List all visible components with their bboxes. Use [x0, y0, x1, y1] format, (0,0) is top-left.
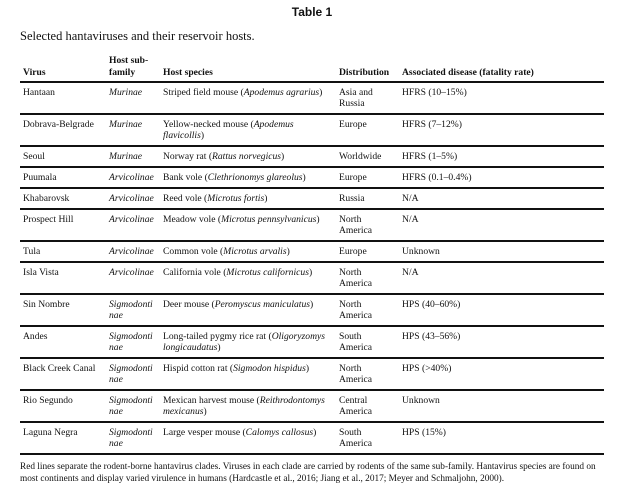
- cell-distribution: South America: [336, 422, 399, 454]
- host-latin-name: Calomys callosus: [245, 427, 314, 438]
- cell-distribution: North America: [336, 262, 399, 294]
- table-row: [20, 262, 604, 294]
- table-row: [20, 422, 604, 454]
- cell-virus: Sin Nombre: [20, 294, 106, 326]
- cell-virus: Laguna Negra: [20, 422, 106, 454]
- host-common-name: Deer mouse (: [163, 299, 215, 310]
- cell-host-species: [160, 326, 336, 358]
- cell-distribution: North America: [336, 294, 399, 326]
- cell-associated-disease: HPS (>40%): [399, 358, 604, 390]
- cell-associated-disease: N/A: [399, 209, 604, 241]
- subfamily-text: Arvicolinae: [109, 193, 154, 204]
- cell-host-species: [160, 114, 336, 146]
- table-subtitle: Selected hantaviruses and their reservoir hosts.: [20, 29, 255, 43]
- cell-host-species: [160, 390, 336, 422]
- table-row: [20, 188, 604, 209]
- host-close-paren: ): [217, 342, 221, 353]
- cell-host-subfamily: [106, 241, 160, 262]
- host-close-paren: ): [310, 299, 314, 310]
- subfamily-text: Arvicolinae: [109, 172, 154, 183]
- subfamily-text: Sigmodontinae: [109, 331, 153, 353]
- table-title: Table 1: [291, 5, 333, 19]
- table-row: [20, 167, 604, 188]
- cell-distribution: Russia: [336, 188, 399, 209]
- cell-host-subfamily: [106, 358, 160, 390]
- cell-distribution: North America: [336, 358, 399, 390]
- header-distribution: Distribution: [336, 54, 399, 82]
- host-latin-name: Clethrionomys glareolus: [207, 172, 303, 183]
- cell-distribution: Worldwide: [336, 146, 399, 167]
- host-latin-name: Oligoryzomys longicaudatus: [163, 331, 325, 353]
- table-row: [20, 114, 604, 146]
- host-common-name: Hispid cotton rat (: [163, 363, 234, 374]
- cell-virus: Tula: [20, 241, 106, 262]
- hantavirus-table: [20, 54, 604, 455]
- cell-distribution: Europe: [336, 241, 399, 262]
- subfamily-text: Murinae: [109, 151, 143, 162]
- subfamily-text: Arvicolinae: [109, 214, 154, 225]
- subfamily-text: Sigmodontinae: [109, 427, 153, 449]
- table-caption: Red lines separate the rodent-borne hantavirus clades. Viruses in each clade are carried by rodents of the same sub-family. Hantavirus species are found on most continents and display varied virulence in humans (Hardcastle et al., 2016; Jiang et al., 2017; Meyer and Schmaljohn, 2000).: [20, 462, 596, 484]
- subfamily-text: Arvicolinae: [109, 267, 154, 278]
- host-latin-name: Microtus pennsylvanicus: [221, 214, 317, 225]
- host-latin-name: Apodemus agrarius: [243, 87, 320, 98]
- subfamily-text: Sigmodontinae: [109, 395, 153, 417]
- cell-associated-disease: Unknown: [399, 241, 604, 262]
- subfamily-text: Arvicolinae: [109, 246, 154, 257]
- cell-associated-disease: HFRS (7–12%): [399, 114, 604, 146]
- cell-associated-disease: HFRS (10–15%): [399, 82, 604, 114]
- cell-host-subfamily: [106, 82, 160, 114]
- cell-virus: Dobrava-Belgrade: [20, 114, 106, 146]
- cell-virus: Khabarovsk: [20, 188, 106, 209]
- cell-virus: Prospect Hill: [20, 209, 106, 241]
- cell-associated-disease: HPS (15%): [399, 422, 604, 454]
- host-latin-name: Microtus arvalis: [223, 246, 287, 257]
- cell-associated-disease: HFRS (0.1–0.4%): [399, 167, 604, 188]
- host-close-paren: ): [203, 406, 207, 417]
- cell-host-subfamily: [106, 422, 160, 454]
- cell-host-subfamily: [106, 167, 160, 188]
- host-close-paren: ): [281, 151, 285, 162]
- host-common-name: Meadow vole (: [163, 214, 222, 225]
- header-host-species: Host species: [160, 54, 336, 82]
- subfamily-text: Sigmodontinae: [109, 363, 153, 385]
- table-row: [20, 294, 604, 326]
- table-row: [20, 326, 604, 358]
- table-body: [20, 82, 604, 454]
- cell-associated-disease: HFRS (1–5%): [399, 146, 604, 167]
- cell-virus: Isla Vista: [20, 262, 106, 294]
- subfamily-text: Murinae: [109, 119, 143, 130]
- cell-host-subfamily: [106, 209, 160, 241]
- host-close-paren: ): [286, 246, 290, 257]
- cell-associated-disease: Unknown: [399, 390, 604, 422]
- host-latin-name: Microtus fortis: [207, 193, 265, 204]
- cell-virus: Hantaan: [20, 82, 106, 114]
- cell-virus: Rio Segundo: [20, 390, 106, 422]
- table-row: [20, 241, 604, 262]
- host-latin-name: Peromyscus maniculatus: [214, 299, 310, 310]
- header-virus: Virus: [20, 54, 106, 82]
- cell-host-species: [160, 294, 336, 326]
- host-latin-name: Rattus norvegicus: [212, 151, 282, 162]
- host-close-paren: ): [316, 214, 320, 225]
- cell-distribution: Europe: [336, 114, 399, 146]
- header-host-subfamily: Host sub-family: [106, 54, 160, 82]
- host-common-name: Norway rat (: [163, 151, 213, 162]
- cell-host-species: [160, 209, 336, 241]
- table-row: [20, 82, 604, 114]
- cell-virus: Seoul: [20, 146, 106, 167]
- table-row: [20, 390, 604, 422]
- cell-host-subfamily: [106, 146, 160, 167]
- host-common-name: Long-tailed pygmy rice rat (: [163, 331, 272, 342]
- cell-associated-disease: HPS (43–56%): [399, 326, 604, 358]
- cell-associated-disease: HPS (40–60%): [399, 294, 604, 326]
- cell-virus: Puumala: [20, 167, 106, 188]
- table-header-row: [20, 54, 604, 82]
- cell-virus: Black Creek Canal: [20, 358, 106, 390]
- cell-host-species: [160, 241, 336, 262]
- cell-host-species: [160, 82, 336, 114]
- host-latin-name: Microtus californicus: [226, 267, 309, 278]
- cell-host-subfamily: [106, 326, 160, 358]
- header-associated-disease: Associated disease (fatality rate): [399, 54, 604, 82]
- cell-virus: Andes: [20, 326, 106, 358]
- host-latin-name: Apodemus flavicollis: [163, 119, 294, 141]
- host-close-paren: ): [313, 427, 317, 438]
- host-close-paren: ): [200, 130, 205, 141]
- subfamily-text: Sigmodontinae: [109, 299, 153, 321]
- table-row: [20, 146, 604, 167]
- host-close-paren: ): [305, 363, 310, 374]
- cell-host-subfamily: [106, 262, 160, 294]
- host-common-name: Mexican harvest mouse (: [163, 395, 260, 406]
- cell-distribution: Europe: [336, 167, 399, 188]
- host-common-name: Large vesper mouse (: [163, 427, 246, 438]
- host-common-name: Yellow-necked mouse (: [163, 119, 254, 130]
- cell-host-species: [160, 422, 336, 454]
- cell-distribution: South America: [336, 326, 399, 358]
- cell-distribution: Central America: [336, 390, 399, 422]
- cell-host-subfamily: [106, 114, 160, 146]
- table-row: [20, 209, 604, 241]
- host-close-paren: ): [302, 172, 306, 183]
- host-common-name: California vole (: [163, 267, 227, 278]
- cell-host-species: [160, 188, 336, 209]
- cell-host-species: [160, 167, 336, 188]
- cell-host-subfamily: [106, 294, 160, 326]
- cell-host-species: [160, 262, 336, 294]
- host-close-paren: ): [264, 193, 268, 204]
- cell-host-species: [160, 146, 336, 167]
- cell-host-subfamily: [106, 390, 160, 422]
- host-common-name: Common vole (: [163, 246, 224, 257]
- table-row: [20, 358, 604, 390]
- host-latin-name: Sigmodon hispidus: [233, 363, 306, 374]
- cell-host-subfamily: [106, 188, 160, 209]
- cell-associated-disease: N/A: [399, 262, 604, 294]
- cell-associated-disease: N/A: [399, 188, 604, 209]
- host-latin-name: Reithrodontomys mexicanus: [163, 395, 325, 417]
- cell-distribution: Asia and Russia: [336, 82, 399, 114]
- host-common-name: Reed vole (: [163, 193, 208, 204]
- host-common-name: Bank vole (: [163, 172, 208, 183]
- host-close-paren: ): [319, 87, 323, 98]
- host-common-name: Striped field mouse (: [163, 87, 244, 98]
- cell-host-species: [160, 358, 336, 390]
- host-close-paren: ): [308, 267, 313, 278]
- subfamily-text: Murinae: [109, 87, 143, 98]
- cell-distribution: North America: [336, 209, 399, 241]
